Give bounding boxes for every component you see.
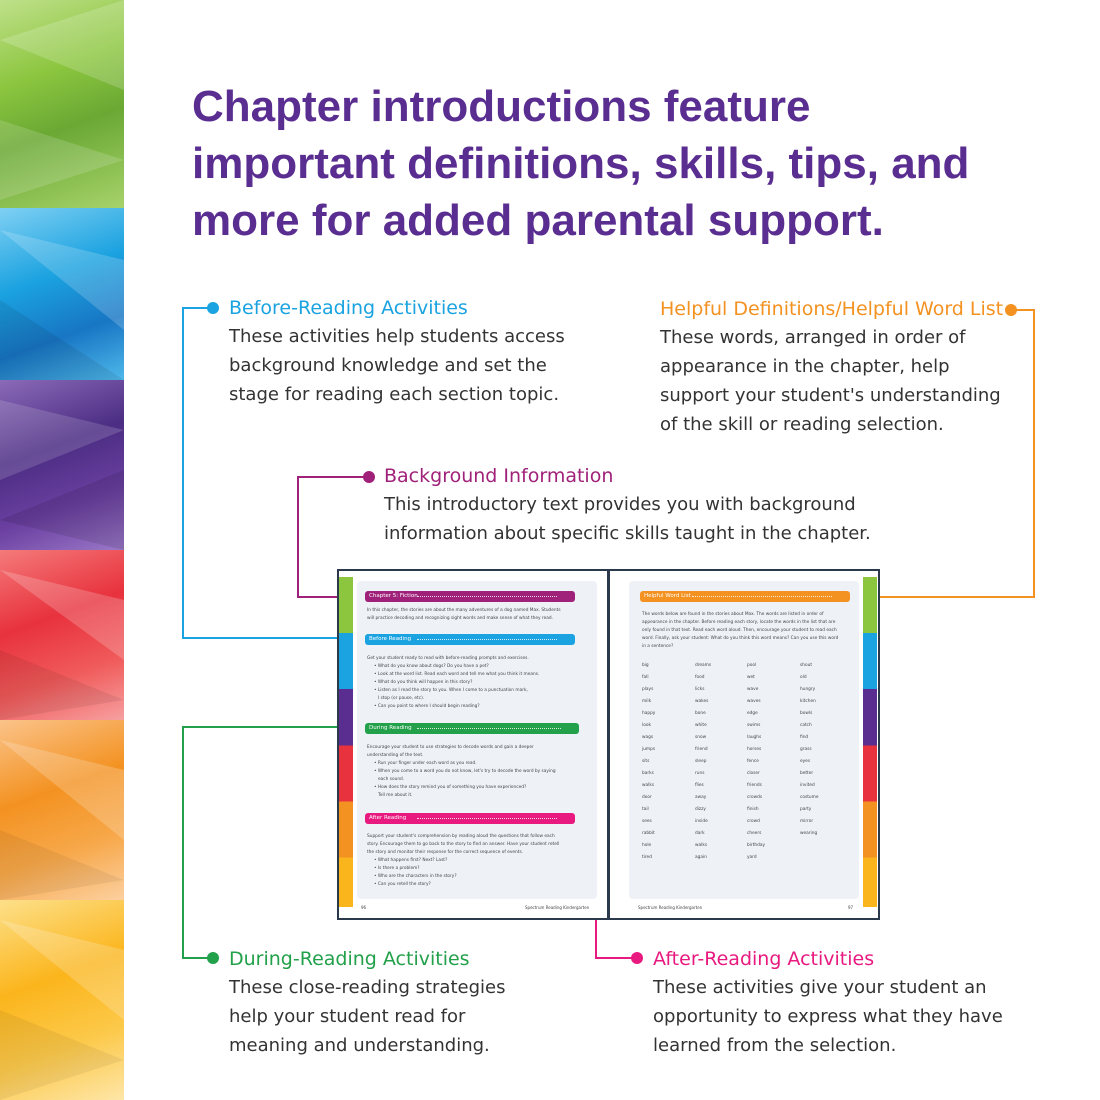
text-line: I stop (or pause, etc). [378,696,425,701]
text-line: only found in that text. Read each word aloud. Then, encourage your student to read each [642,628,837,633]
color-tab-strip [863,577,877,907]
word-list-item: wave [747,687,759,692]
callout-line: stage for reading each section topic. [229,384,560,405]
word-list-intro [642,611,838,651]
callout-body [653,973,1003,1060]
headline-line: important definitions, skills, tips, and [192,139,970,188]
word-list-item: dizzy [695,807,706,812]
word-list-item: find [800,735,809,740]
page-footer: Spectrum Reading Kindergarten [525,905,590,910]
callout-line: These activities give your student an [653,977,987,998]
word-list-item: plays [642,687,654,692]
callout-line: of the skill or reading selection. [660,414,944,435]
callout-body [229,973,505,1060]
page-number: 96 [361,905,367,910]
word-list-item: look [642,723,651,728]
text-line: • What happens first? Next? Last? [374,858,448,863]
page-footer: Spectrum Reading Kindergarten [638,905,703,910]
word-list-item: crowd [747,819,760,824]
word-list-item: wags [642,735,654,740]
callout-body [384,490,871,548]
word-list-item: edge [747,711,758,716]
word-list-item: happy [642,711,656,716]
word-list-item: waves [747,699,761,704]
text-line: understanding of the text. [367,753,424,758]
word-column [695,660,750,864]
word-list-item: wearing [800,831,818,836]
during-connector [183,727,360,958]
after-reading-bar: After Reading [365,813,575,824]
before-reading-text [367,655,539,711]
word-list-item: grass [800,747,812,752]
callout-line: support your student's understanding [660,385,1001,406]
callout-title: Helpful Definitions/Helpful Word List [660,298,1004,320]
callout-line: opportunity to express what they have [653,1006,1003,1027]
word-list-item: tired [642,855,652,860]
callout-line: These words, arranged in order of [660,327,966,348]
word-list-item: closer [747,771,760,776]
during-reading-text [367,744,556,800]
during-reading-bar: During Reading [365,723,579,734]
word-list-item: party [800,807,812,812]
text-line: in a sentence? [642,644,674,649]
text-line: • Can you retell the story? [374,882,431,887]
text-line: story. Encourage them to go back to the story to find an answer. Have your student retell [367,842,560,847]
callout-title: During-Reading Activities [229,948,470,970]
word-list-item: kitchen [800,699,816,704]
text-line: • What do you know about dogs? Do you have a pet? [374,664,489,669]
word-list-item: inside [695,819,708,824]
text-line: • Is there a problem? [374,866,420,871]
word-list-item: tail [642,807,649,812]
callout-before-reading [229,294,565,409]
callout-line: help your student read for [229,1006,466,1027]
word-list-item: milk [642,699,652,704]
callout-line: meaning and understanding. [229,1035,490,1056]
callout-line: These close-reading strategies [229,977,506,998]
word-list-item: away [695,795,707,800]
text-line: will practice decoding and recognizing sight words and make sense of what they read. [367,616,553,621]
word-list-item: eyes [800,759,811,764]
text-line: • How does the story remind you of something you have experienced? [374,785,527,790]
word-list-item: dreams [695,663,712,668]
text-line: appearance in the chapter. Before reading each story, locate the words in the list that are [642,620,836,625]
word-list-item: sleep [695,759,707,764]
word-list-item: jumps [642,747,656,752]
word-list-item: door [642,795,652,800]
page-number: 97 [848,905,854,910]
callout-line: This introductory text provides you with background [384,494,856,515]
word-list-item: fall [642,675,649,680]
word-list-item: cheers [747,831,762,836]
left-page [339,571,607,918]
callout-body [660,323,1003,439]
chapter-intro [367,607,561,623]
word-list-item: costume [800,795,819,800]
word-list-item: finish [747,807,759,812]
text-line: the story and monitor their response for the correct sequence of events. [367,850,524,855]
text-line: • Run your finger under each word as you read. [374,761,477,766]
word-list-item: walks [695,843,708,848]
callout-helpful-definitions [660,295,1003,439]
text-line: • Who are the characters in the story? [374,874,457,879]
word-list-item: sits [642,759,650,764]
word-list-item: mirror [800,819,814,824]
word-list-item: wet [747,675,755,680]
before-dot [207,302,219,314]
helpful-dot [1005,304,1017,316]
word-list-item: barks [642,771,654,776]
word-list-item: catch [800,723,812,728]
word-list-item: fence [747,759,759,764]
color-tab-strip [339,577,353,907]
word-list-item: licks [695,687,705,692]
text-line: • Listen as I read the story to you. When I come to a punctuation mark, [374,688,528,693]
text-line: each sound. [378,777,405,782]
word-column [800,660,855,840]
callout-title: After-Reading Activities [653,948,875,970]
callout-title: Before-Reading Activities [229,297,468,319]
before-reading-bar: Before Reading [365,634,575,645]
word-list-item: pool [747,663,757,668]
word-list-item: wakes [695,699,709,704]
during-dot [207,952,219,964]
headline-line: Chapter introductions feature [192,82,811,131]
callout-after-reading [653,945,1003,1060]
callout-during-reading [229,945,505,1060]
text-line: Support your student's comprehension by reading aloud the questions that follow each [367,834,555,839]
book-spread [337,569,880,920]
word-list-item: flies [695,783,704,788]
word-list-item: hungry [800,687,816,692]
word-list-item: snow [695,735,707,740]
word-list-item: walks [642,783,655,788]
callout-line: appearance in the chapter, help [660,356,950,377]
callout-title: Background Information [384,465,614,487]
word-list-item: big [642,663,649,668]
text-line: • Look at the word list. Read each word and tell me what you think it means. [374,672,540,677]
callout-line: information about specific skills taught in the chapter. [384,523,871,544]
word-list-item: old [800,675,807,680]
word-list-item: bowls [800,711,813,716]
chapter-bar: Chapter 5: Fiction [365,591,575,602]
after-dot [631,952,643,964]
word-list-item: invited [800,783,815,788]
text-line: The words below are found in the stories about Max. The words are listed in order of [642,612,824,617]
text-line: word. Finally, ask your student: What do you think this word means? Can you use this word [642,636,839,641]
callout-line: background knowledge and set the [229,355,547,376]
headline-line: more for added parental support. [192,196,884,245]
text-line: Tell me about it. [378,793,413,798]
word-list-item: shout [800,663,812,668]
callout-background-information [384,462,871,548]
word-list-item: birthday [747,843,765,848]
text-line: Encourage your student to use strategies to decode words and gain a deeper [367,745,534,750]
text-line: In this chapter, the stories are about the many adventures of a dog named Max. Students [367,608,561,613]
word-column [642,660,697,864]
word-list-item: horses [747,747,762,752]
callout-line: These activities help students access [229,326,565,347]
word-list-item: food [695,675,705,680]
word-list-item: white [695,723,707,728]
word-list-bar: Helpful Word List [640,591,850,602]
word-list-item: better [800,771,814,776]
word-list-item: runs [695,771,705,776]
word-list-item: friends [747,783,762,788]
text-line: • What do you think will happen in this story? [374,680,473,685]
word-list-item: again [695,855,707,860]
text-line: Get your student ready to read with before-reading prompts and exercises. [367,656,529,661]
word-list-item: yard [747,855,757,860]
text-line: • When you come to a word you do not know, let's try to decode the word by saying [374,769,556,774]
word-list-item: crowds [747,795,763,800]
word-list-item: sees [642,819,652,824]
word-list-item: dark [695,831,705,836]
callout-body [229,322,565,409]
word-list-item: hole [642,843,652,848]
word-column [747,660,802,864]
callout-line: learned from the selection. [653,1035,897,1056]
word-list-item: laughs [747,735,762,740]
after-reading-text [367,833,559,889]
background-dot [363,471,375,483]
word-list-item: rabbit [642,831,655,836]
word-list-item: friend [695,747,708,752]
word-list-item: swims [747,723,761,728]
text-line: • Can you point to where I should begin reading? [374,704,480,709]
word-list-item: bone [695,711,706,716]
right-page [610,571,878,918]
